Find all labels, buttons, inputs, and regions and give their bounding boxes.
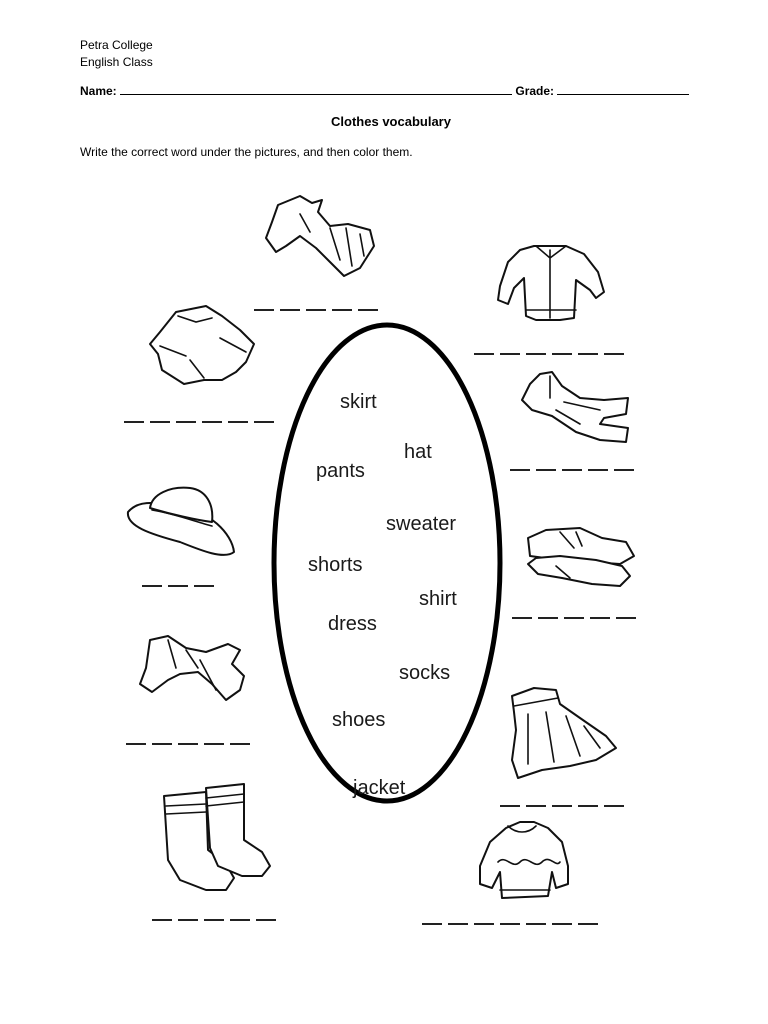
class-name: English Class: [80, 55, 153, 69]
shirt-icon: [140, 636, 244, 700]
name-label: Name:: [80, 84, 117, 98]
jacket-icon: [498, 246, 604, 320]
word-bank-word: shorts: [308, 554, 363, 576]
word-bank-word: socks: [399, 662, 451, 684]
page-title: Clothes vocabulary: [331, 114, 451, 129]
skirt-icon: [512, 688, 616, 778]
word-bank-word: dress: [328, 613, 377, 635]
school-name: Petra College: [80, 38, 153, 52]
dress-icon: [266, 196, 374, 276]
word-bank-word: shirt: [419, 588, 457, 610]
shoes-icon: [528, 528, 634, 586]
word-bank-word: skirt: [340, 391, 377, 413]
socks-icon: [164, 784, 270, 890]
pants-icon: [522, 372, 628, 442]
word-bank-word: hat: [404, 441, 432, 463]
word-bank-word: jacket: [353, 777, 406, 799]
grade-label: Grade:: [515, 84, 555, 98]
sweater-icon: [480, 822, 568, 898]
instructions: Write the correct word under the pictures, and then color them.: [80, 145, 413, 159]
word-bank: [308, 391, 457, 799]
word-bank-word: sweater: [386, 513, 457, 535]
hat-icon: [128, 488, 234, 555]
word-bank-word: shoes: [332, 709, 386, 731]
shorts-icon: [150, 306, 254, 384]
word-bank-word: pants: [316, 460, 365, 482]
